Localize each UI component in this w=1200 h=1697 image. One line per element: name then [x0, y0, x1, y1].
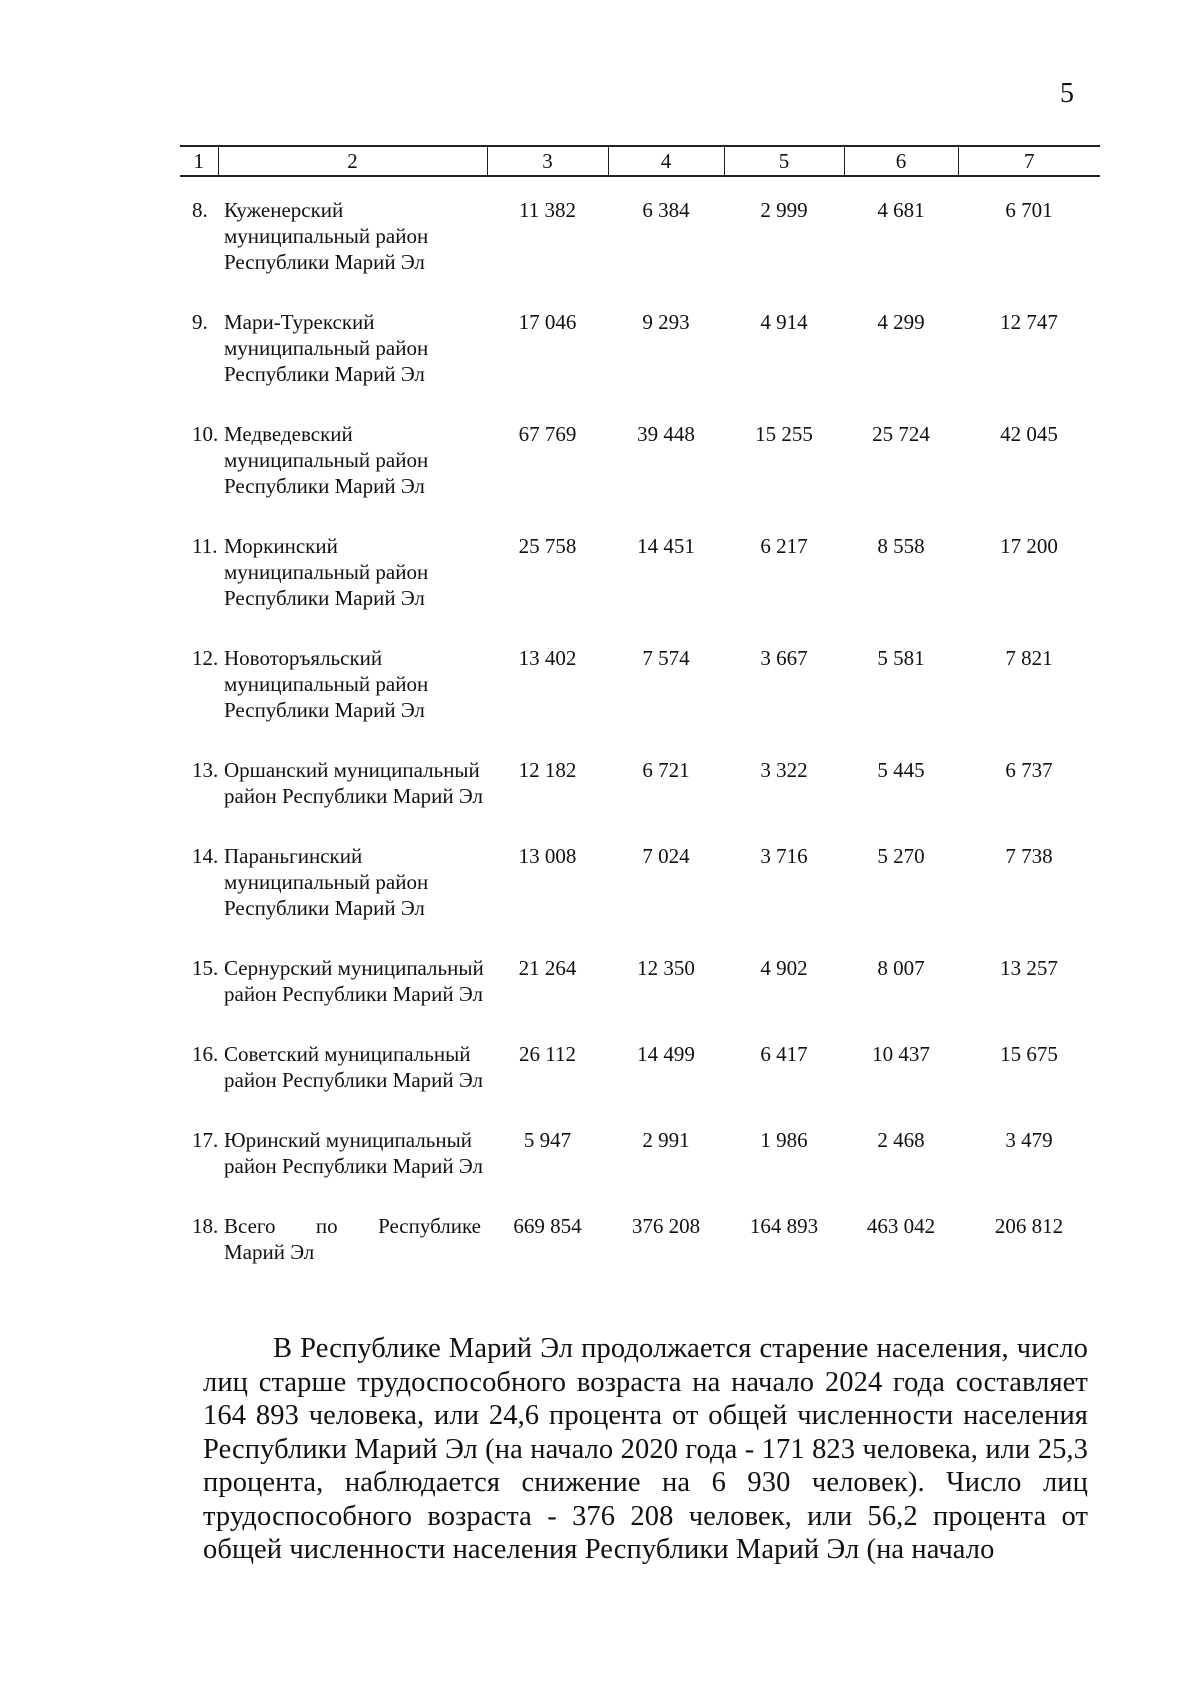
value-cell: 6 417	[760, 1042, 808, 1066]
value-cell: 3 667	[760, 646, 808, 670]
column-header: 1	[180, 146, 218, 176]
value-cell: 5 270	[877, 844, 925, 868]
value-cell: 13 402	[518, 646, 577, 670]
value-cell: 7 574	[642, 646, 690, 670]
value-cell: 42 045	[1000, 422, 1058, 446]
column-header: 5	[724, 146, 844, 176]
value-cell: 3 322	[760, 758, 808, 782]
district-name: Медведевский муниципальный район Республики Марий Эл	[224, 422, 429, 498]
total-label-word: по	[315, 1214, 338, 1238]
total-label-line	[224, 1213, 487, 1239]
value-cell: 17 046	[518, 310, 577, 334]
district-name: Параньгинский муниципальный район Республики Марий Эл	[224, 844, 429, 920]
value-cell: 5 445	[877, 758, 925, 782]
district-name: Оршанский муниципальный район Республики Марий Эл	[224, 758, 483, 808]
value-cell: 206 812	[994, 1214, 1064, 1238]
table-row	[180, 843, 1100, 955]
value-cell: 6 217	[760, 534, 808, 558]
district-name: Юринский муниципальный район Республики Марий Эл	[224, 1128, 483, 1178]
value-cell: 376 208	[631, 1214, 701, 1238]
value-cell: 4 914	[760, 310, 808, 334]
value-cell: 67 769	[518, 422, 577, 446]
value-cell: 10 437	[872, 1042, 930, 1066]
value-cell: 11 382	[519, 198, 576, 222]
value-cell: 14 499	[637, 1042, 695, 1066]
value-cell: 7 738	[1005, 844, 1053, 868]
row-number: 11.	[192, 534, 218, 558]
value-cell: 12 350	[637, 956, 695, 980]
value-cell: 25 758	[518, 534, 577, 558]
value-cell: 15 255	[755, 422, 813, 446]
value-cell: 4 681	[877, 198, 925, 222]
value-cell: 7 821	[1005, 646, 1053, 670]
value-cell: 1 986	[760, 1128, 808, 1152]
value-cell: 8 007	[877, 956, 925, 980]
column-header: 6	[844, 146, 958, 176]
value-cell: 5 581	[877, 646, 925, 670]
table-row	[180, 955, 1100, 1041]
total-label-word: Республике	[378, 1214, 481, 1238]
value-cell: 8 558	[877, 534, 925, 558]
row-number: 16.	[192, 1042, 219, 1066]
value-cell: 39 448	[637, 422, 695, 446]
value-cell: 4 902	[760, 956, 808, 980]
value-cell: 2 468	[877, 1128, 925, 1152]
table-row	[180, 1041, 1100, 1127]
value-cell: 9 293	[642, 310, 690, 334]
district-name: Моркинский муниципальный район Республики Марий Эл	[224, 534, 429, 610]
row-number: 17.	[192, 1128, 219, 1152]
district-name: Новоторъяльский муниципальный район Республики Марий Эл	[224, 646, 429, 722]
value-cell: 13 008	[518, 844, 577, 868]
value-cell: 25 724	[872, 422, 930, 446]
value-cell: 3 716	[760, 844, 808, 868]
row-number: 18.	[192, 1214, 219, 1238]
row-number: 15.	[192, 956, 219, 980]
row-number: 10.	[192, 422, 219, 446]
total-label-word: Всего	[224, 1214, 276, 1238]
population-table	[180, 145, 1100, 1265]
value-cell: 13 257	[1000, 956, 1058, 980]
value-cell: 463 042	[866, 1214, 936, 1238]
column-header: 3	[487, 146, 608, 176]
header-spacer	[180, 176, 1100, 197]
value-cell: 3 479	[1005, 1128, 1053, 1152]
value-cell: 6 737	[1005, 758, 1053, 782]
value-cell: 21 264	[518, 956, 577, 980]
table-row	[180, 757, 1100, 843]
value-cell: 164 893	[749, 1214, 819, 1238]
district-name: Советский муниципальный район Республики Марий Эл	[224, 1042, 483, 1092]
page-number: 5	[1060, 78, 1074, 109]
row-number: 8.	[192, 198, 208, 222]
value-cell: 15 675	[1000, 1042, 1058, 1066]
value-cell: 7 024	[642, 844, 690, 868]
table-row	[180, 421, 1100, 533]
value-cell: 6 384	[642, 198, 690, 222]
total-label	[218, 1213, 487, 1265]
value-cell: 6 721	[642, 758, 690, 782]
table-row	[180, 645, 1100, 757]
table-body	[180, 176, 1100, 1265]
row-number: 9.	[192, 310, 208, 334]
value-cell: 4 299	[877, 310, 925, 334]
row-number: 12.	[192, 646, 219, 670]
value-cell: 2 991	[642, 1128, 690, 1152]
value-cell: 669 854	[513, 1214, 582, 1238]
value-cell: 12 747	[1000, 310, 1058, 334]
value-cell: 26 112	[519, 1042, 576, 1066]
total-label-line: Марий Эл	[224, 1240, 315, 1264]
table-row	[180, 309, 1100, 421]
district-name: Мари-Турекский муниципальный район Республики Марий Эл	[224, 310, 429, 386]
column-header: 7	[958, 146, 1100, 176]
table-row	[180, 533, 1100, 645]
total-row	[180, 1213, 1100, 1265]
value-cell: 2 999	[760, 198, 808, 222]
column-header: 4	[608, 146, 724, 176]
value-cell: 5 947	[523, 1128, 572, 1152]
value-cell: 14 451	[637, 534, 695, 558]
column-header: 2	[218, 146, 487, 176]
district-name: Куженерский муниципальный район Республики Марий Эл	[224, 198, 429, 274]
row-number: 14.	[192, 844, 219, 868]
district-name: Сернурский муниципальный район Республики Марий Эл	[224, 956, 484, 1006]
row-number: 13.	[192, 758, 219, 782]
body-paragraph: В Республике Марий Эл продолжается старение населения, число лиц старше трудоспособного возраста на начало 2024 года составляет 164 893 человека, или 24,6 процента от общей численности населения Республики Марий Эл (на начало 2020 года - 171 823 человека, или 25,3 процента, наблюдается снижение на 6 930 человек). Число лиц трудоспособного возраста - 376 208 человек, или 56,2 процента от общей численности населения Республики Марий Эл (на начало	[203, 1333, 1088, 1565]
value-cell: 17 200	[1000, 534, 1058, 558]
value-cell: 12 182	[518, 758, 577, 782]
value-cell: 6 701	[1005, 198, 1053, 222]
table-row	[180, 1127, 1100, 1213]
table-row	[180, 197, 1100, 309]
table-header	[180, 146, 1100, 176]
